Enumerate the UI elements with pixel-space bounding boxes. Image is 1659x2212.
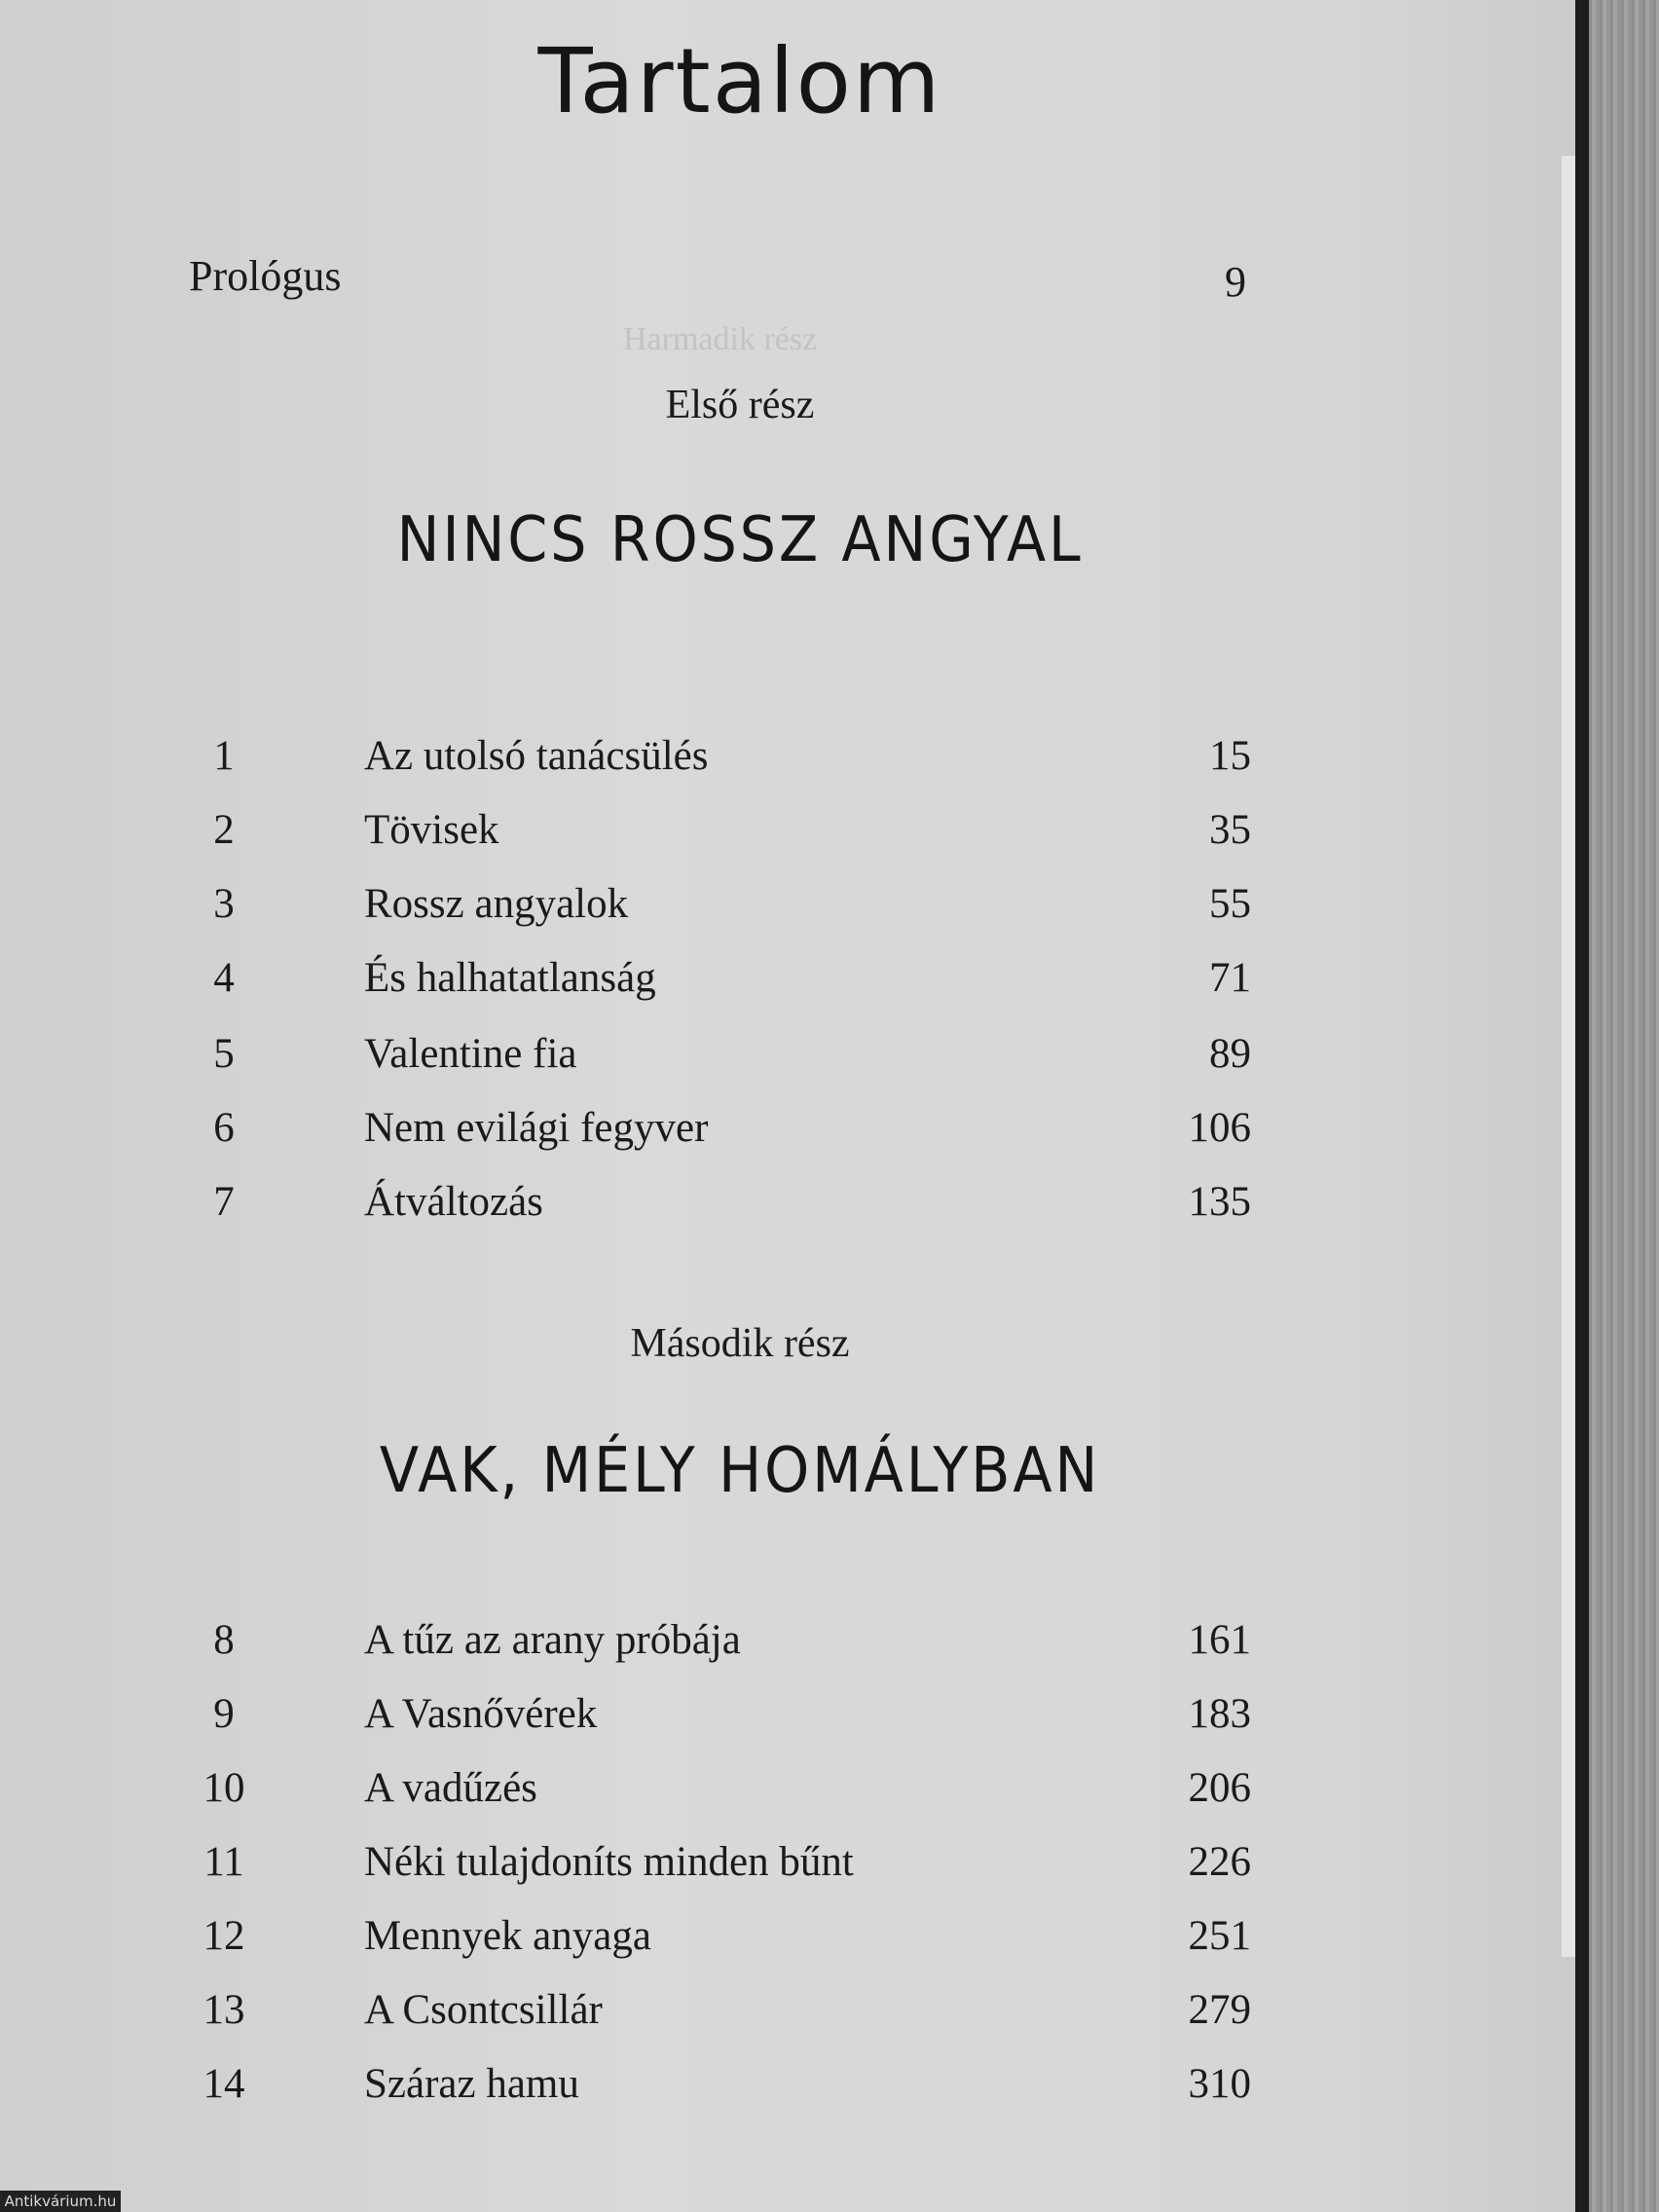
toc-row [0, 880, 1480, 939]
toc-row [0, 954, 1480, 1013]
chapter-page: 183 [1188, 1691, 1251, 1737]
part-2-label: Második rész [630, 1321, 850, 1366]
chapter-title: Száraz hamu [364, 2061, 579, 2107]
chapter-number: 6 [213, 1105, 235, 1151]
chapter-number: 5 [213, 1031, 235, 1077]
chapter-title: És halhatatlanság [364, 955, 656, 1001]
toc-row [0, 1030, 1480, 1088]
chapter-number: 11 [203, 1839, 244, 1885]
toc-row [0, 1838, 1480, 1897]
chapter-title: Nem evilági fegyver [364, 1105, 709, 1151]
chapter-number: 2 [213, 807, 235, 853]
part-1-label: Első rész [665, 383, 815, 427]
chapter-title: Mennyek anyaga [364, 1913, 651, 1959]
page-title: Tartalom [537, 29, 942, 133]
chapter-number: 12 [203, 1913, 245, 1959]
chapter-page: 279 [1188, 1987, 1251, 2033]
chapter-title: Rossz angyalok [364, 881, 629, 927]
chapter-page: 310 [1188, 2061, 1251, 2107]
chapter-page: 89 [1209, 1031, 1251, 1077]
chapter-title: Az utolsó tanácsülés [364, 733, 709, 779]
chapter-title: A vadűzés [364, 1765, 537, 1811]
chapter-page: 226 [1188, 1839, 1251, 1885]
toc-row [0, 1178, 1480, 1236]
chapter-page: 135 [1188, 1179, 1251, 1225]
chapter-number: 8 [213, 1617, 235, 1663]
chapter-page: 106 [1188, 1105, 1251, 1151]
book-spine-shadow [1575, 0, 1589, 2212]
toc-row [0, 1764, 1480, 1823]
chapter-number: 10 [203, 1765, 245, 1811]
chapter-page: 161 [1188, 1617, 1251, 1663]
chapter-number: 4 [213, 955, 235, 1001]
chapter-title: Néki tulajdoníts minden bűnt [364, 1839, 854, 1885]
chapter-number: 9 [213, 1691, 235, 1737]
chapter-page: 15 [1209, 733, 1251, 779]
toc-row [0, 1104, 1480, 1162]
part-2-title: VAK, MÉLY HOMÁLYBAN [379, 1435, 1101, 1507]
toc-row [0, 1986, 1480, 2045]
chapter-page: 35 [1209, 807, 1251, 853]
chapter-title: A Csontcsillár [364, 1987, 603, 2033]
prologue-page-number: 9 [1225, 258, 1246, 306]
chapter-number: 13 [203, 1987, 245, 2033]
chapter-title: A Vasnővérek [364, 1691, 598, 1737]
chapter-page: 55 [1209, 881, 1251, 927]
chapter-page: 206 [1188, 1765, 1251, 1811]
bleed-through-text: Harmadik rész [623, 321, 818, 357]
chapter-number: 3 [213, 881, 235, 927]
chapter-title: Valentine fia [364, 1031, 577, 1077]
background-surface [1589, 0, 1659, 2212]
toc-row [0, 2060, 1480, 2119]
watermark: Antikvárium.hu [0, 2191, 121, 2212]
chapter-number: 14 [203, 2061, 245, 2107]
chapter-number: 1 [213, 733, 235, 779]
toc-row [0, 732, 1480, 791]
toc-row [0, 1616, 1480, 1675]
chapter-page: 251 [1188, 1913, 1251, 1959]
chapter-title: Tövisek [364, 807, 499, 853]
toc-row [0, 1690, 1480, 1749]
prologue-label: Prológus [189, 252, 342, 300]
chapter-title: Átváltozás [364, 1179, 543, 1225]
chapter-title: A tűz az arany próbája [364, 1617, 741, 1663]
part-1-title: NINCS ROSSZ ANGYAL [396, 504, 1084, 576]
chapter-number: 7 [213, 1179, 235, 1225]
toc-row [0, 1912, 1480, 1971]
toc-row [0, 806, 1480, 865]
chapter-page: 71 [1209, 955, 1251, 1001]
